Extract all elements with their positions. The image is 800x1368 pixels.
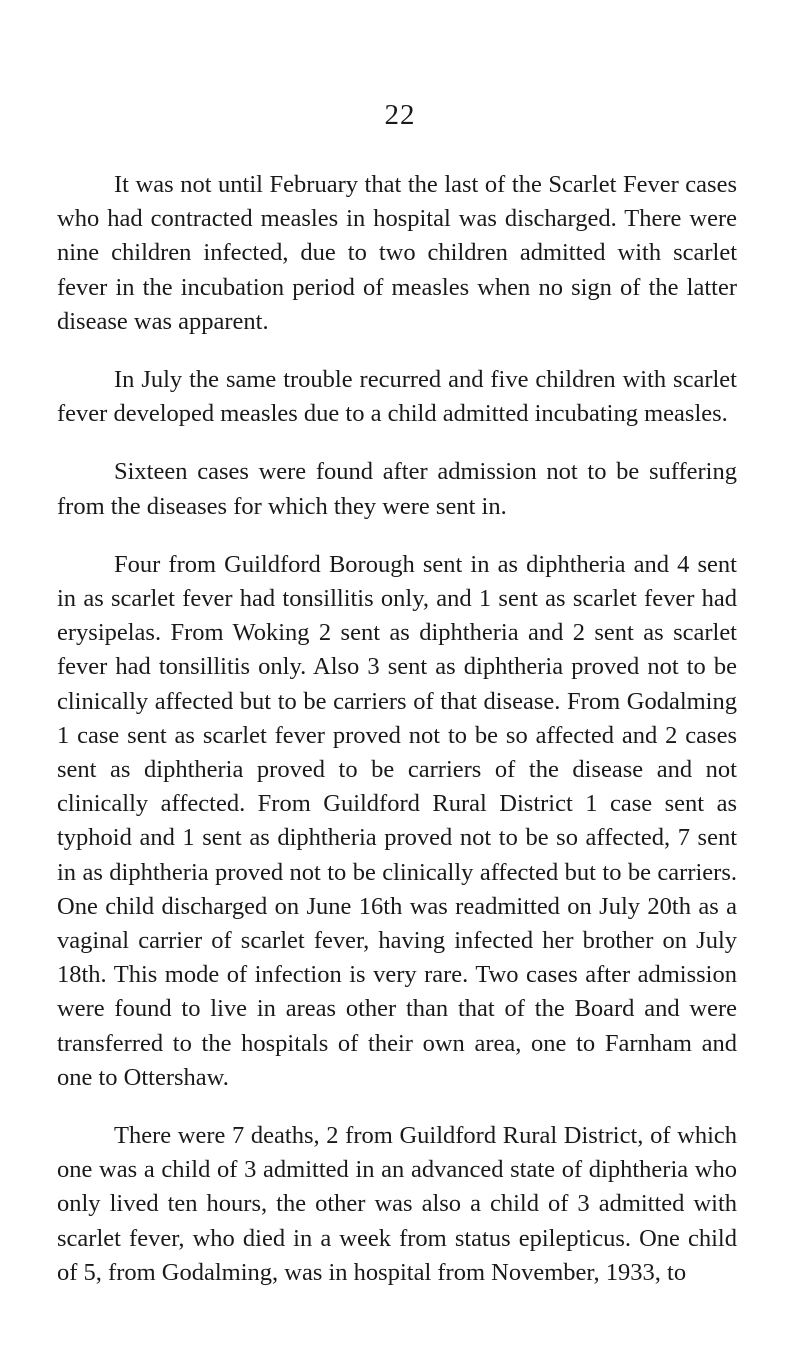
paragraph-scarlet-fever-measles: It was not until February that the last of the Scarlet Fever cases who had contracted measles in hospital was discharged. There were nine children infected, due to two children admitted with scarlet fever in the incubation period of measles when no sign of the latter disease was apparent. — [57, 171, 737, 335]
body-text — [57, 168, 737, 1314]
paragraph-sixteen-cases: Sixteen cases were found after admission not to be suffering from the diseases for which they were sent in. — [57, 458, 737, 520]
page-number: 22 — [384, 99, 416, 131]
paragraph-case-details: Four from Guildford Borough sent in as diphtheria and 4 sent in as scarlet fever had tonsillitis only, and 1 sent as scarlet fever had erysipelas. From Woking 2 sent as diphtheria and 2 sent as scarlet fever had tonsillitis only. Also 3 sent as diphtheria proved not to be clinically affected but to be carriers of that disease. From Godalming 1 case sent as scarlet fever proved not to be so affected and 2 cases sent as diphtheria proved to be carriers of the disease and not clinically affected. From Guildford Rural District 1 case sent as typhoid and 1 sent as diphtheria proved not to be so affected, 7 sent in as diphtheria proved not to be clinically affected but to be carriers. One child discharged on June 16th was readmitted on July 20th as a vaginal carrier of scarlet fever, having infected her brother on July 18th. This mode of infection is very rare. Two cases after admission were found to live in areas other than that of the Board and were transferred to the hospitals of their own area, one to Farnham and one to Ottershaw. — [57, 550, 737, 1091]
paragraph-deaths: There were 7 deaths, 2 from Guildford Rural District, of which one was a child of 3 admitted in an advanced state of diphtheria who only lived ten hours, the other was also a child of 3 admitted with scarlet fever, who died in a week from status epilepticus. One child of 5, from Godalming, was in hospital from November, 1933, to — [57, 1122, 737, 1286]
paragraph-july-recurrence: In July the same trouble recurred and five children with scarlet fever developed measles due to a child admitted incubating measles. — [57, 366, 737, 428]
